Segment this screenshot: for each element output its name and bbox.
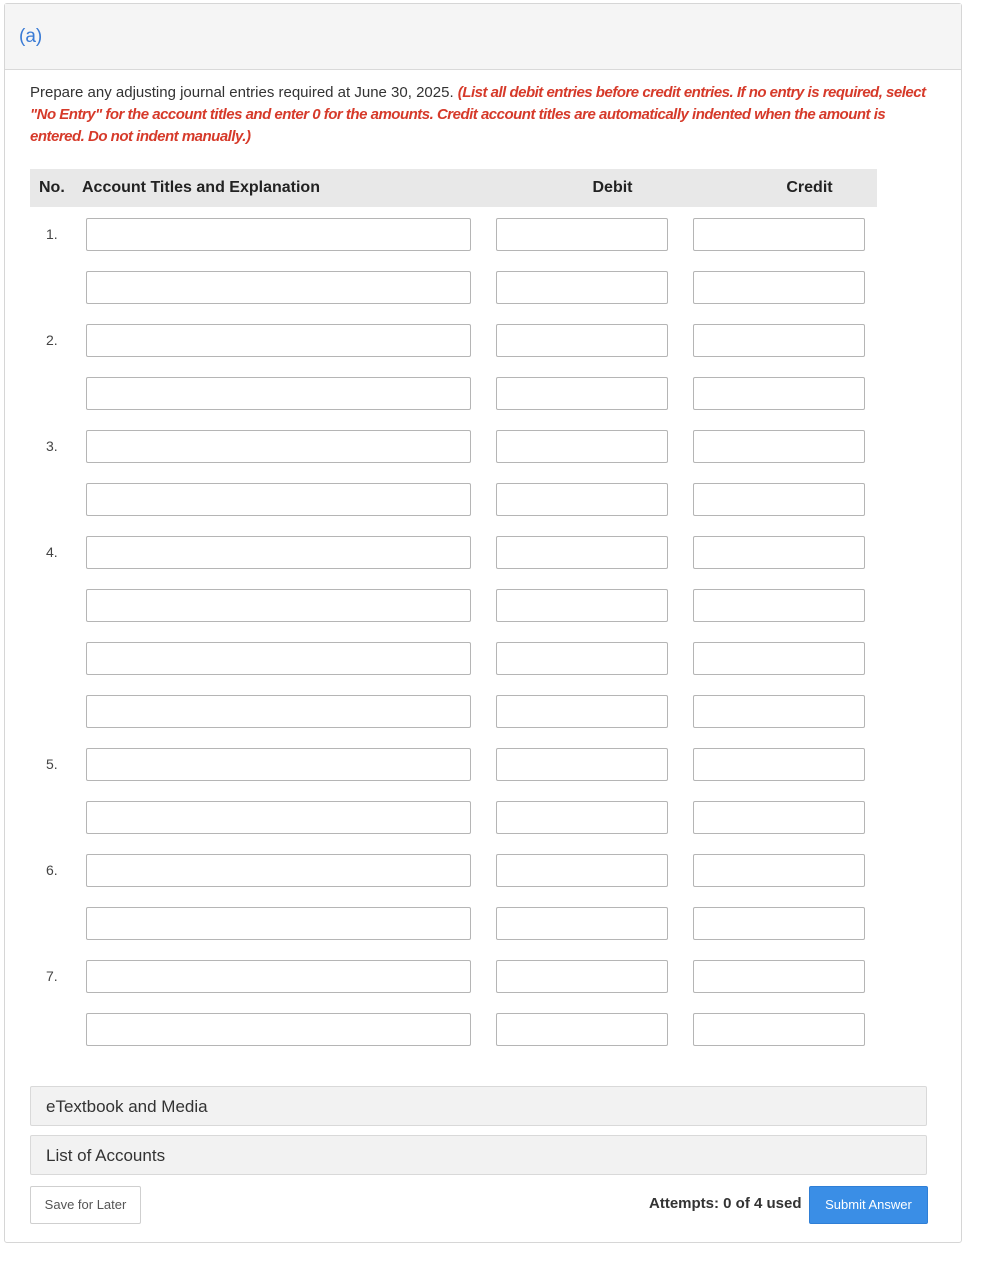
table-row bbox=[30, 324, 890, 357]
credit-amount-input[interactable] bbox=[693, 324, 865, 357]
instructions-emphasis: (List all debit entries before credit entries. If no entry is required, select "No Entry" for the account titles and enter 0 for the amounts. Credit account titles are automatically indented when the amount is entered. Do not indent manually.) bbox=[30, 84, 926, 145]
credit-amount-input[interactable] bbox=[693, 801, 865, 834]
table-row bbox=[30, 695, 890, 728]
debit-amount-input[interactable] bbox=[496, 483, 668, 516]
save-for-later-button[interactable]: Save for Later bbox=[30, 1186, 141, 1224]
entry-number: 7. bbox=[46, 968, 58, 984]
attempts-counter: Attempts: 0 of 4 used bbox=[649, 1195, 802, 1212]
account-title-input[interactable] bbox=[86, 642, 471, 675]
account-title-input[interactable] bbox=[86, 854, 471, 887]
credit-amount-input[interactable] bbox=[693, 695, 865, 728]
credit-amount-input[interactable] bbox=[693, 854, 865, 887]
account-title-input[interactable] bbox=[86, 483, 471, 516]
table-row bbox=[30, 1013, 890, 1046]
submit-answer-button[interactable]: Submit Answer bbox=[809, 1186, 928, 1224]
part-header bbox=[5, 4, 961, 70]
debit-amount-input[interactable] bbox=[496, 536, 668, 569]
table-row bbox=[30, 377, 890, 410]
header-credit: Credit bbox=[786, 179, 833, 196]
table-row bbox=[30, 483, 890, 516]
debit-amount-input[interactable] bbox=[496, 907, 668, 940]
credit-amount-input[interactable] bbox=[693, 483, 865, 516]
entry-number: 1. bbox=[46, 226, 58, 242]
credit-amount-input[interactable] bbox=[693, 907, 865, 940]
account-title-input[interactable] bbox=[86, 960, 471, 993]
entry-number: 2. bbox=[46, 332, 58, 348]
account-title-input[interactable] bbox=[86, 695, 471, 728]
debit-amount-input[interactable] bbox=[496, 960, 668, 993]
account-title-input[interactable] bbox=[86, 748, 471, 781]
table-row bbox=[30, 960, 890, 993]
table-row bbox=[30, 801, 890, 834]
table-row bbox=[30, 748, 890, 781]
credit-amount-input[interactable] bbox=[693, 271, 865, 304]
account-title-input[interactable] bbox=[86, 589, 471, 622]
credit-amount-input[interactable] bbox=[693, 218, 865, 251]
account-title-input[interactable] bbox=[86, 218, 471, 251]
instructions bbox=[30, 82, 930, 148]
credit-amount-input[interactable] bbox=[693, 589, 865, 622]
table-row bbox=[30, 907, 890, 940]
debit-amount-input[interactable] bbox=[496, 324, 668, 357]
credit-amount-input[interactable] bbox=[693, 1013, 865, 1046]
table-row bbox=[30, 536, 890, 569]
credit-amount-input[interactable] bbox=[693, 960, 865, 993]
entry-number: 5. bbox=[46, 756, 58, 772]
debit-amount-input[interactable] bbox=[496, 589, 668, 622]
table-row bbox=[30, 430, 890, 463]
entry-number: 3. bbox=[46, 438, 58, 454]
instructions-text: Prepare any adjusting journal entries required at June 30, 2025. bbox=[30, 84, 458, 101]
debit-amount-input[interactable] bbox=[496, 854, 668, 887]
credit-amount-input[interactable] bbox=[693, 377, 865, 410]
debit-amount-input[interactable] bbox=[496, 1013, 668, 1046]
table-row bbox=[30, 589, 890, 622]
header-account-titles: Account Titles and Explanation bbox=[82, 179, 320, 196]
debit-amount-input[interactable] bbox=[496, 801, 668, 834]
etextbook-media-label: eTextbook and Media bbox=[46, 1097, 208, 1116]
header-no: No. bbox=[39, 179, 65, 196]
debit-amount-input[interactable] bbox=[496, 695, 668, 728]
entry-number: 6. bbox=[46, 862, 58, 878]
account-title-input[interactable] bbox=[86, 536, 471, 569]
debit-amount-input[interactable] bbox=[496, 218, 668, 251]
list-of-accounts-panel[interactable] bbox=[30, 1135, 927, 1175]
header-debit: Debit bbox=[592, 179, 633, 196]
account-title-input[interactable] bbox=[86, 801, 471, 834]
credit-amount-input[interactable] bbox=[693, 642, 865, 675]
debit-amount-input[interactable] bbox=[496, 271, 668, 304]
debit-amount-input[interactable] bbox=[496, 377, 668, 410]
account-title-input[interactable] bbox=[86, 271, 471, 304]
debit-amount-input[interactable] bbox=[496, 430, 668, 463]
list-of-accounts-label: List of Accounts bbox=[46, 1146, 166, 1165]
credit-amount-input[interactable] bbox=[693, 748, 865, 781]
table-row bbox=[30, 854, 890, 887]
account-title-input[interactable] bbox=[86, 907, 471, 940]
credit-amount-input[interactable] bbox=[693, 430, 865, 463]
debit-amount-input[interactable] bbox=[496, 748, 668, 781]
etextbook-media-panel[interactable] bbox=[30, 1086, 927, 1126]
account-title-input[interactable] bbox=[86, 1013, 471, 1046]
table-row bbox=[30, 271, 890, 304]
table-row bbox=[30, 218, 890, 251]
table-row bbox=[30, 642, 890, 675]
account-title-input[interactable] bbox=[86, 430, 471, 463]
entry-number: 4. bbox=[46, 544, 58, 560]
account-title-input[interactable] bbox=[86, 377, 471, 410]
part-label: (a) bbox=[19, 26, 43, 47]
table-header bbox=[30, 169, 877, 207]
debit-amount-input[interactable] bbox=[496, 642, 668, 675]
account-title-input[interactable] bbox=[86, 324, 471, 357]
credit-amount-input[interactable] bbox=[693, 536, 865, 569]
